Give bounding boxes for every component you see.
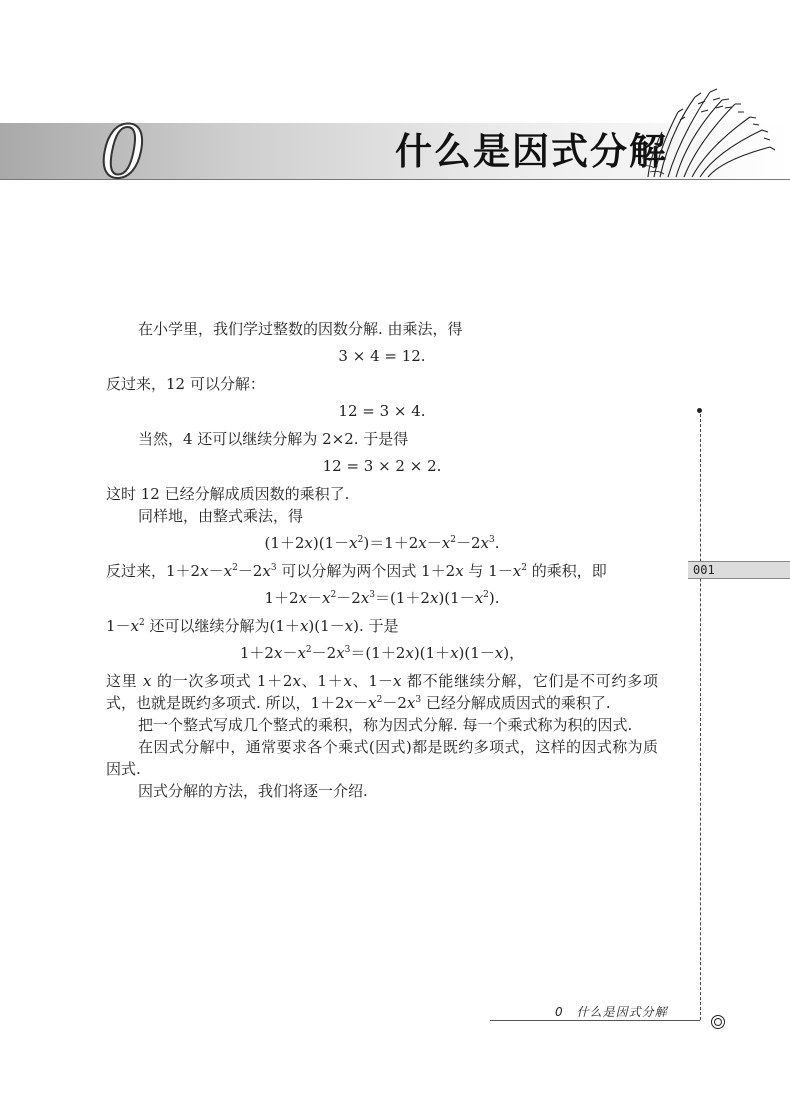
page-number: 001	[693, 563, 715, 577]
formula: $1+2x-x^2-2x^3=(1+2x)(1-x^2)$.	[264, 589, 500, 607]
target-circle-icon	[710, 1014, 726, 1030]
reed-grass-illustration	[640, 82, 790, 182]
paragraph: 这时 12 已经分解成质因数的乘积了.	[106, 485, 350, 503]
paragraph: 把一个整式写成几个整式的乘积，称为因式分解. 每一个乘式称为积的因式.	[138, 716, 633, 734]
formula: 12 = 3 × 2 × 2.	[322, 457, 442, 475]
chapter-number: 0	[100, 110, 146, 194]
paragraph: $1-x^2$ 还可以继续分解为(1＋x)(1－x). 于是	[106, 617, 399, 635]
paragraph: 同样地，由整式乘法，得	[138, 507, 304, 525]
footer-rule	[490, 1020, 700, 1021]
chapter-title: 什么是因式分解	[395, 130, 668, 173]
paragraph: 因式分解的方法，我们将逐一介绍.	[138, 782, 368, 800]
running-footer-title: 0 什么是因式分解	[555, 1005, 668, 1019]
margin-dot	[697, 408, 702, 413]
body-text	[106, 318, 658, 802]
formula: $(1+2x)(1-x^2)=1+2x-x^2-2x^3$.	[264, 534, 500, 552]
paragraph: 在因式分解中，通常要求各个乘式(因式)都是既约多项式，这样的因式称为质因式.	[106, 738, 658, 778]
paragraph: 当然，4 还可以继续分解为 2×2. 于是得	[138, 430, 409, 448]
margin-dashed-line	[700, 414, 701, 1020]
paragraph: 反过来，$1+2x-x^2-2x^3$ 可以分解为两个因式 1＋2x 与 $1-x^2$ 的乘积，即	[106, 562, 607, 580]
paragraph: 这里 x 的一次多项式 1＋2x、1＋x、1－x 都不能继续分解，它们是不可约多项式，也就是既约多项式. 所以，$1+2x-x^2-2x^3$ 已经分解成质因式的乘积了.	[106, 672, 658, 712]
paragraph: 在小学里，我们学过整数的因数分解. 由乘法，得	[138, 320, 463, 338]
formula: 3 × 4 = 12.	[338, 347, 426, 365]
formula: 12 = 3 × 4.	[338, 402, 426, 420]
paragraph: 反过来，12 可以分解：	[106, 375, 265, 393]
formula: $1+2x-x^2-2x^3=(1+2x)(1+x)(1-x)$，	[239, 644, 525, 662]
